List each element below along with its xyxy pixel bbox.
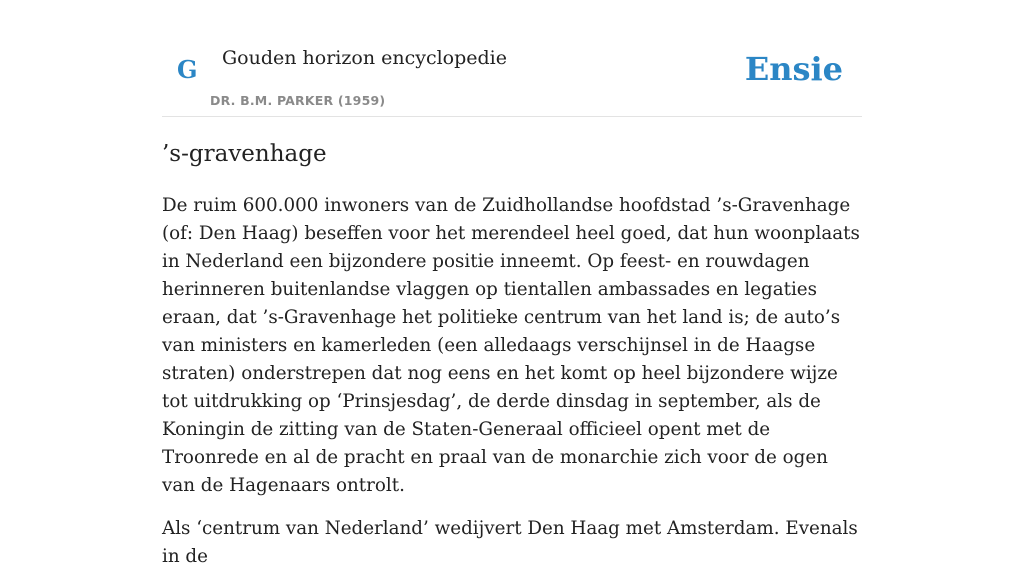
article-body <box>162 192 864 586</box>
brand-logo-link[interactable]: Ensie <box>744 50 843 88</box>
entry-title: ’s-gravenhage <box>162 141 327 167</box>
book-logo-link[interactable]: G <box>177 55 198 84</box>
book-title[interactable]: Gouden horizon encyclopedie <box>222 47 507 69</box>
article-paragraph: De ruim 600.000 inwoners van de Zuidhollandse hoofdstad ’s-Gravenhage (of: Den Haag) beseffen voor het merendeel heel goed, dat hun woonplaats in Nederland een bijzondere positie inneemt. Op feest- en rouwdagen herinneren buitenlandse vlaggen op tientallen ambassades en legaties eraan, dat ’s-Gravenhage het politieke centrum van het land is; de auto’s van ministers en kamerleden (een alledaags verschijnsel in de Haagse straten) onderstrepen dat nog eens en het komt op heel bijzondere wijze tot uitdrukking op ‘Prinsjesdag’, de derde dinsdag in september, als de Koningin de zitting van de Staten-Generaal officieel opent met de Troonrede en al de pracht en praal van de monarchie zich voor de ogen van de Hagenaars ontrolt. <box>162 195 860 496</box>
book-header <box>162 0 862 117</box>
article-paragraph: Als ‘centrum van Nederland’ wedijvert Den Haag met Amsterdam. Evenals in de <box>162 518 858 567</box>
book-author: DR. B.M. PARKER (1959) <box>210 93 386 108</box>
